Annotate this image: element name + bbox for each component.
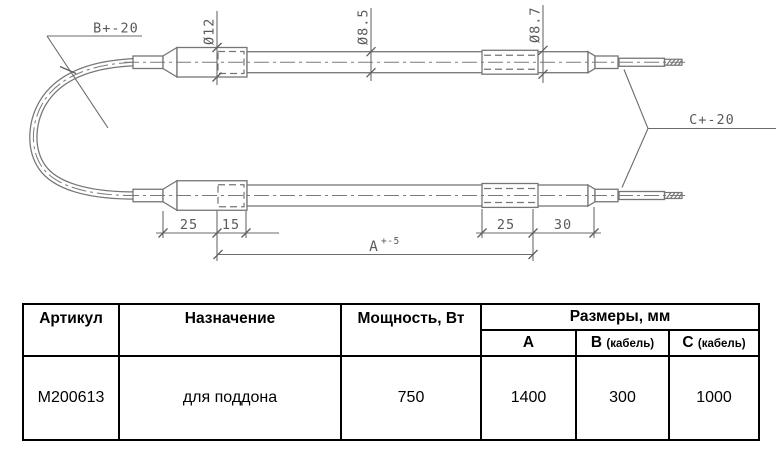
cell-dim-c: 1000: [669, 356, 759, 440]
col-header-article: Артикул: [23, 304, 119, 356]
col-header-dim-b: [576, 330, 669, 356]
label-dia-tube: Ø8.5: [355, 8, 372, 45]
dim-total-length: A: [369, 239, 379, 255]
heater-bottom-element: [124, 181, 689, 211]
cell-article: M200613: [23, 356, 119, 440]
dim-c-letter: C: [682, 334, 694, 351]
col-header-dim-a: A: [481, 330, 576, 356]
dim-b-letter: B: [590, 334, 603, 351]
dim-sleeve-length: 25: [496, 217, 516, 233]
callout-b-cable: [47, 21, 142, 129]
label-c-tolerance: C+-20: [689, 112, 735, 128]
cell-power: 750: [341, 356, 481, 440]
dim-b-note: (кабель): [606, 338, 655, 350]
dimension-chain: [156, 207, 601, 261]
col-header-purpose: Назначение: [119, 304, 341, 356]
label-dia-sleeve: Ø8.7: [527, 6, 544, 43]
cable-u-bend: [33, 62, 134, 195]
col-header-dim-c: [669, 330, 759, 356]
cell-purpose: для поддона: [119, 356, 341, 440]
table-row: [23, 356, 759, 440]
dim-c-note: (кабель): [697, 338, 746, 350]
heater-top-element: [124, 48, 689, 78]
label-b-tolerance: B+-20: [93, 20, 139, 37]
dim-end-length: 30: [553, 217, 573, 233]
dim-crimp-length: 15: [221, 217, 241, 233]
callout-c-cable: [622, 70, 776, 188]
dim-fitting-length: 25: [179, 217, 199, 233]
cell-dim-a: 1400: [481, 356, 576, 440]
dim-total-tolerance: +-5: [381, 236, 400, 247]
label-dia-fitting: Ø12: [201, 17, 218, 45]
cell-dim-b: 300: [576, 356, 669, 440]
col-header-dimensions: Размеры, мм: [481, 304, 759, 330]
col-header-power: Мощность, Вт: [341, 304, 481, 356]
spec-table: [22, 303, 760, 441]
